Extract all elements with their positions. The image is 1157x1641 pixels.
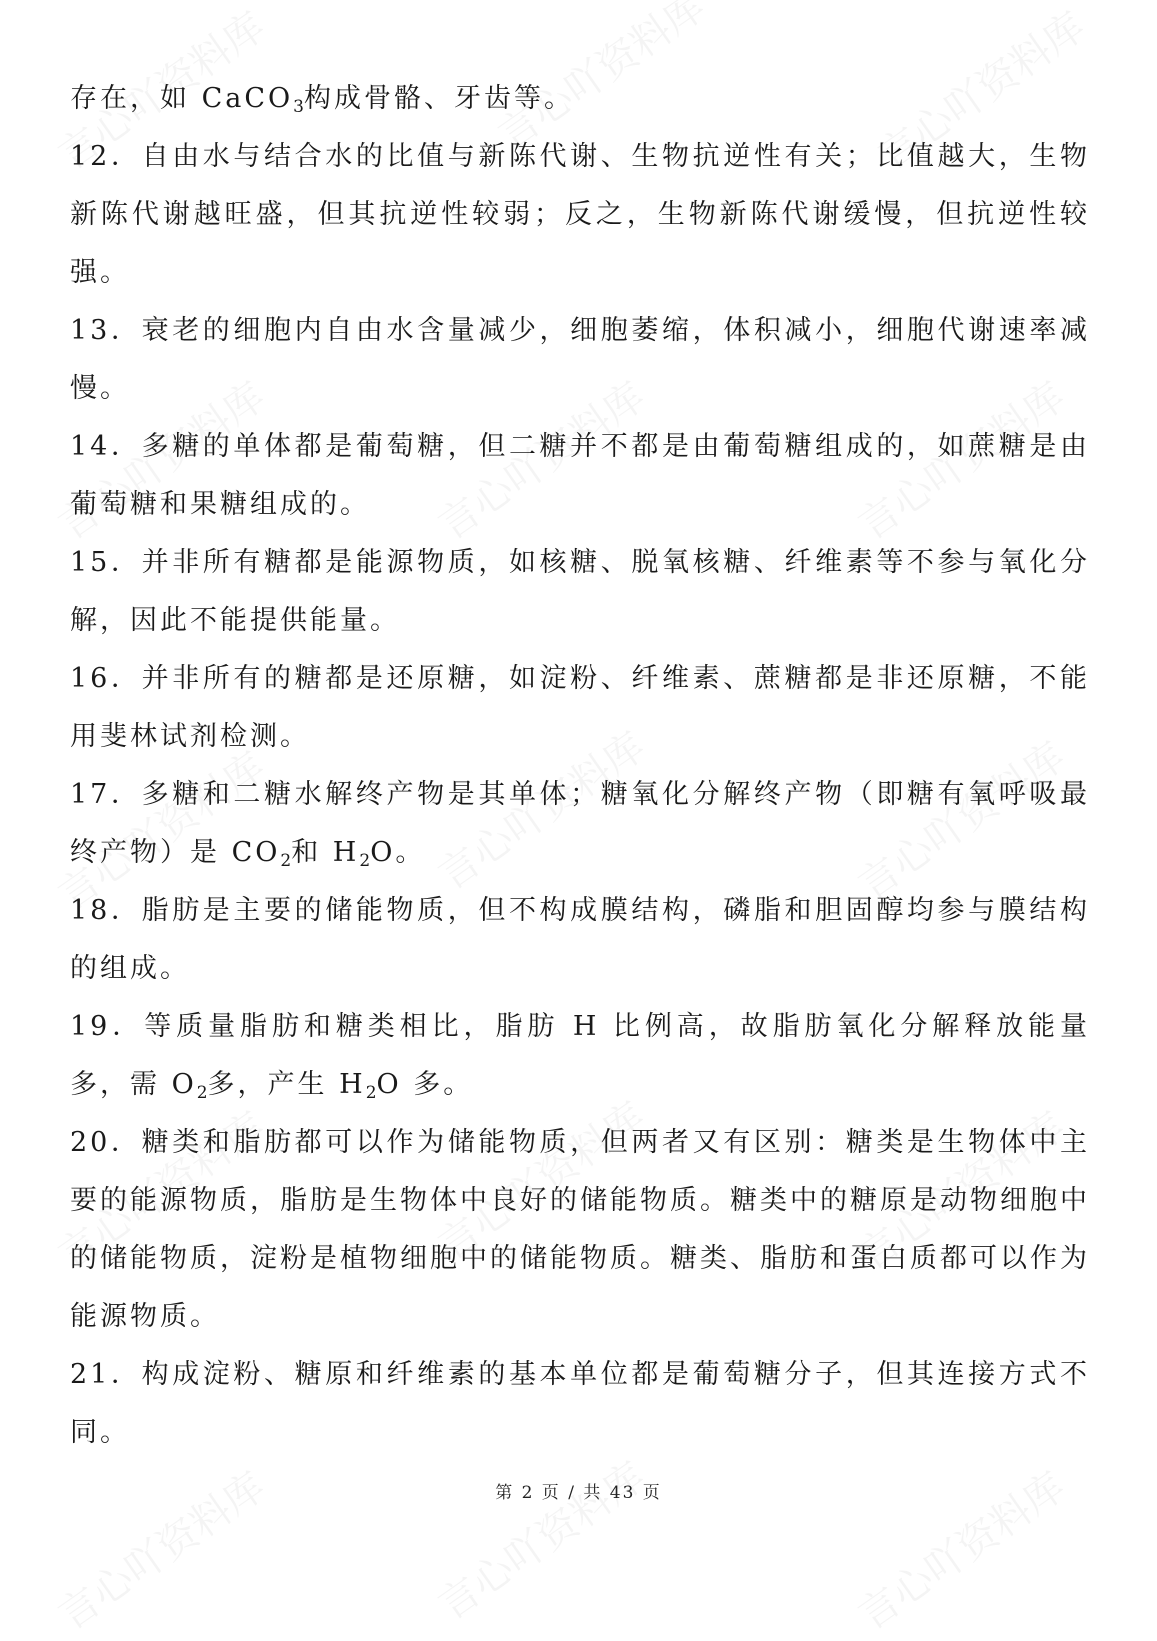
paragraph-16: 16．并非所有的糖都是还原糖，如淀粉、纤维素、蔗糖都是非还原糖，不能用斐林试剂检测。 — [70, 663, 1090, 752]
paragraph-12: 12．自由水与结合水的比值与新陈代谢、生物抗逆性有关；比值越大，生物新陈代谢越旺盛，但其抗逆性较弱；反之，生物新陈代谢缓慢，但抗逆性较强。 — [70, 141, 1090, 288]
paragraph-11-continuation: 存在，如 CaCO$_3$构成骨骼、牙齿等。 — [70, 83, 574, 117]
paragraph-20: 20．糖类和脂肪都可以作为储能物质，但两者又有区别：糖类是生物体中主要的能源物质，脂肪是生物体中良好的储能物质。糖类中的糖原是动物细胞中的储能物质，淀粉是植物细胞中的储能物质。糖类、脂肪和蛋白质都可以作为能源物质。 — [70, 1127, 1090, 1332]
paragraph-13: 13．衰老的细胞内自由水含量减少，细胞萎缩，体积减小，细胞代谢速率减慢。 — [70, 315, 1090, 404]
paragraph-21: 21．构成淀粉、糖原和纤维素的基本单位都是葡萄糖分子，但其连接方式不同。 — [70, 1359, 1090, 1448]
paragraph-19: 19．等质量脂肪和糖类相比，脂肪 H 比例高，故脂肪氧化分解释放能量多，需 $O_2$多，产生 $H_2O$ 多。 — [70, 1011, 1090, 1103]
watermark — [425, 1446, 654, 1630]
paragraph-14: 14．多糖的单体都是葡萄糖，但二糖并不都是由葡萄糖组成的，如蔗糖是由葡萄糖和果糖组成的。 — [70, 431, 1090, 520]
page-number-footer: 第 2 页 / 共 43 页 — [495, 1483, 662, 1503]
paragraph-15: 15．并非所有糖都是能源物质，如核糖、脱氧核糖、纤维素等不参与氧化分解，因此不能提供能量。 — [70, 547, 1090, 636]
paragraph-18: 18．脂肪是主要的储能物质，但不构成膜结构，磷脂和胆固醇均参与膜结构的组成。 — [70, 895, 1090, 984]
paragraph-17: 17．多糖和二糖水解终产物是其单体；糖氧化分解终产物（即糖有氧呼吸最终产物）是 $CO_2$和 $H_2O$。 — [70, 779, 1090, 871]
